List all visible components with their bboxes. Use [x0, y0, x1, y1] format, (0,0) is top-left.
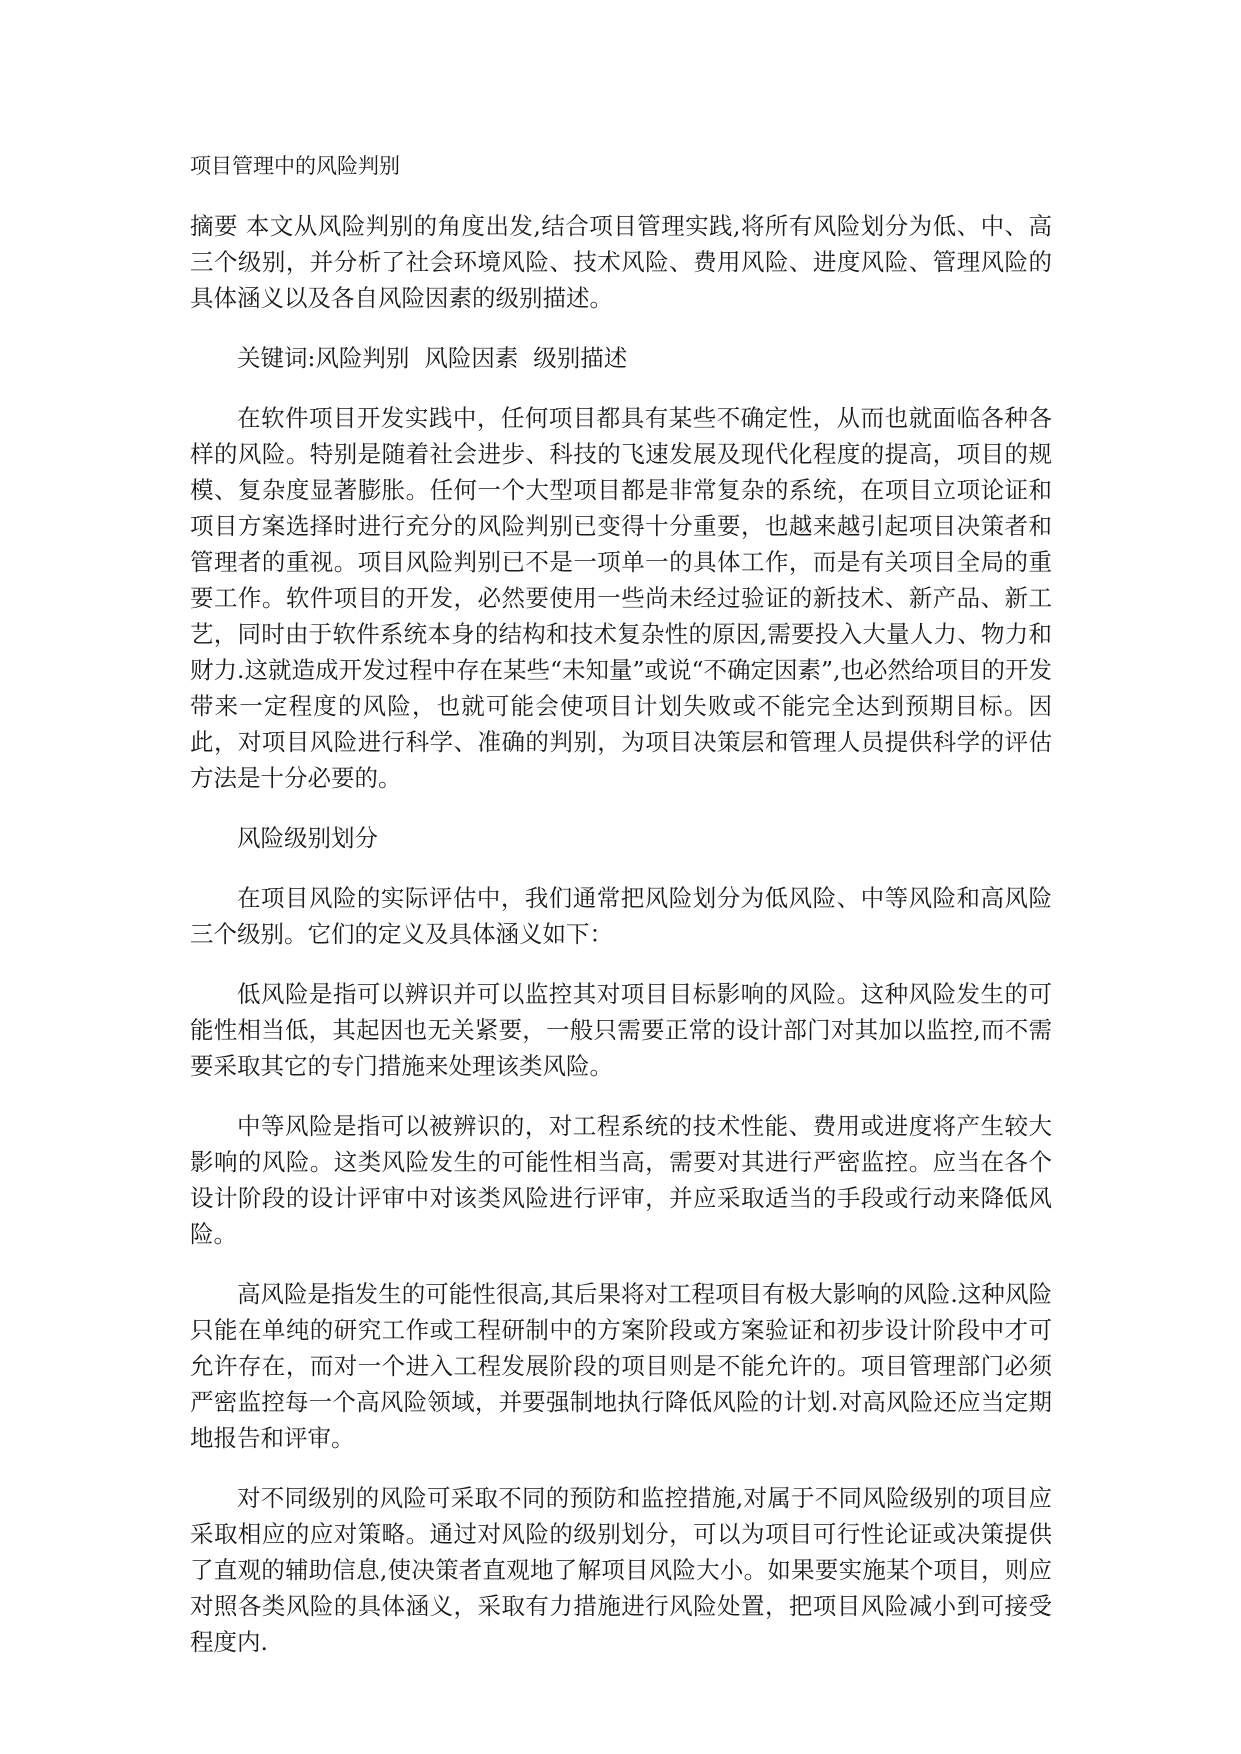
high-risk-paragraph: 高风险是指发生的可能性很高,其后果将对工程项目有极大影响的风险.这种风险只能在单纯的研究工作或工程研制中的方案阶段或方案验证和初步设计阶段中才可允许存在，而对一个进入工程发展阶段的项目则是不能允许的。项目管理部门必须严密监控每一个高风险领域，并要强制地执行降低风险的计划.对高风险还应当定期地报告和评审。: [190, 1280, 1052, 1452]
keywords-line: 关键词:风险判别 风险因素 级别描述: [237, 344, 628, 372]
document-body: [190, 208, 1052, 1684]
intro-paragraph: 在软件项目开发实践中，任何项目都具有某些不确定性，从而也就面临各种各样的风险。特别是随着社会进步、科技的飞速发展及现代化程度的提高，项目的规模、复杂度显著膨胀。任何一个大型项目都是非常复杂的系统，在项目立项论证和项目方案选择时进行充分的风险判别已变得十分重要，也越来越引起项目决策者和管理者的重视。项目风险判别已不是一项单一的具体工作，而是有关项目全局的重要工作。软件项目的开发，必然要使用一些尚未经过验证的新技术、新产品、新工艺，同时由于软件系统本身的结构和技术复杂性的原因,需要投入大量人力、物力和财力.这就造成开发过程中存在某些“未知量”或说“不确定因素”,也必然给项目的开发带来一定程度的风险，也就可能会使项目计划失败或不能完全达到预期目标。因此，对项目风险进行科学、准确的判别，为项目决策层和管理人员提供科学的评估方法是十分必要的。: [190, 404, 1052, 792]
low-risk-paragraph: 低风险是指可以辨识并可以监控其对项目目标影响的风险。这种风险发生的可能性相当低，其起因也无关紧要，一般只需要正常的设计部门对其加以监控,而不需要采取其它的专门措施来处理该类风险。: [190, 980, 1052, 1080]
section-heading: 风险级别划分: [237, 824, 378, 852]
levels-intro-paragraph: 在项目风险的实际评估中，我们通常把风险划分为低风险、中等风险和高风险三个级别。它们的定义及具体涵义如下：: [190, 884, 1052, 948]
document-title: 项目管理中的风险判别: [190, 154, 400, 178]
abstract-paragraph: 摘要 本文从风险判别的角度出发,结合项目管理实践,将所有风险划分为低、中、高三个级别，并分析了社会环境风险、技术风险、费用风险、进度风险、管理风险的具体涵义以及各自风险因素的级别描述。: [190, 212, 1052, 312]
conclusion-paragraph: 对不同级别的风险可采取不同的预防和监控措施,对属于不同风险级别的项目应采取相应的应对策略。通过对风险的级别划分，可以为项目可行性论证或决策提供了直观的辅助信息,使决策者直观地了解项目风险大小。如果要实施某个项目，则应对照各类风险的具体涵义，采取有力措施进行风险处置，把项目风险减小到可接受程度内.: [190, 1484, 1052, 1656]
medium-risk-paragraph: 中等风险是指可以被辨识的，对工程系统的技术性能、费用或进度将产生较大影响的风险。这类风险发生的可能性相当高，需要对其进行严密监控。应当在各个设计阶段的设计评审中对该类风险进行评审，并应采取适当的手段或行动来降低风险。: [190, 1112, 1052, 1248]
